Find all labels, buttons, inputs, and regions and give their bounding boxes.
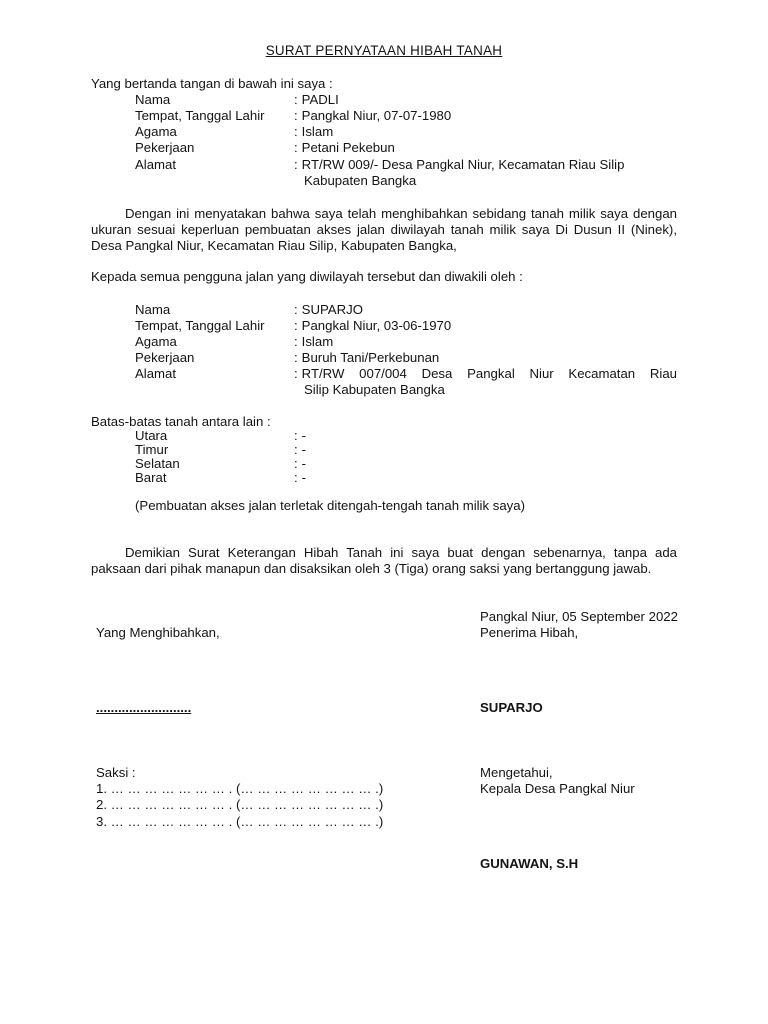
receiver-name-label: Nama — [135, 302, 171, 317]
giver-job-value: : Petani Pekebun — [294, 140, 395, 155]
giver-name-label: Nama — [135, 92, 171, 107]
giver-address-label: Alamat — [135, 157, 177, 172]
giver-signature-line: .......................... — [96, 700, 192, 715]
witness-title: Saksi : — [96, 765, 136, 780]
intro-text: Yang bertanda tangan di bawah ini saya : — [91, 76, 333, 91]
acknowledge-label: Mengetahui, — [480, 765, 553, 780]
giver-address-value: : RT/RW 009/- Desa Pangkal Niur, Kecamatan Riau Silip — [294, 157, 625, 172]
border-west-value: : - — [294, 470, 307, 485]
border-east-value: : - — [294, 442, 307, 457]
border-west-label: Barat — [135, 470, 167, 485]
border-east-label: Timur — [135, 442, 169, 457]
receiver-birth-label: Tempat, Tanggal Lahir — [135, 318, 265, 333]
closing-paragraph: Demikian Surat Keterangan Hibah Tanah ini saya buat dengan sebenarnya, tanpa ada paksaan dari pihak manapun dan disaksikan oleh 3 (Tiga) orang saksi yang bertanggung jawab. — [91, 545, 677, 576]
giver-religion-label: Agama — [135, 124, 177, 139]
witness-line-1: 1. … … … … … … … . (… … … … … … … … .) — [96, 781, 384, 796]
village-head-title: Kepala Desa Pangkal Niur — [480, 781, 635, 796]
receiver-signature-name: SUPARJO — [480, 700, 543, 715]
border-south-label: Selatan — [135, 456, 180, 471]
receiver-religion-value: : Islam — [294, 334, 334, 349]
document-title: SURAT PERNYATAAN HIBAH TANAH — [265, 43, 503, 58]
giver-title: Yang Menghibahkan, — [96, 625, 220, 640]
access-note: (Pembuatan akses jalan terletak ditengah-tengah tanah milik saya) — [135, 498, 525, 513]
border-south-value: : - — [294, 456, 307, 471]
receiver-religion-label: Agama — [135, 334, 177, 349]
receiver-title: Penerima Hibah, — [480, 625, 579, 640]
receiver-job-label: Pekerjaan — [135, 350, 195, 365]
receiver-name-value: : SUPARJO — [294, 302, 363, 317]
borders-intro: Batas-batas tanah antara lain : — [91, 414, 271, 429]
giver-name-value: : PADLI — [294, 92, 339, 107]
giver-job-label: Pekerjaan — [135, 140, 195, 155]
giver-religion-value: : Islam — [294, 124, 334, 139]
witness-line-2: 2. … … … … … … … . (… … … … … … … … .) — [96, 797, 384, 812]
receiver-address-value-line2: Silip Kabupaten Bangka — [304, 382, 445, 397]
village-head-name: GUNAWAN, S.H — [480, 856, 579, 871]
witness-line-3: 3. … … … … … … … . (… … … … … … … … .) — [96, 814, 384, 829]
receiver-address-label: Alamat — [135, 366, 177, 381]
represented-text: Kepada semua pengguna jalan yang diwilayah tersebut dan diwakili oleh : — [91, 269, 523, 284]
giver-birth-value: : Pangkal Niur, 07-07-1980 — [294, 108, 452, 123]
border-north-label: Utara — [135, 428, 168, 443]
giver-address-value-line2: Kabupaten Bangka — [304, 173, 417, 188]
border-north-value: : - — [294, 428, 307, 443]
statement-paragraph: Dengan ini menyatakan bahwa saya telah menghibahkan sebidang tanah milik saya dengan ukuran sesuai keperluan pembuatan akses jalan diwilayah tanah milik saya Di Dusun II (Ninek), Desa Pangkal Niur, Kecamatan Riau Silip, Kabupaten Bangka, — [91, 206, 677, 253]
receiver-job-value: : Buruh Tani/Perkebunan — [294, 350, 440, 365]
giver-birth-label: Tempat, Tanggal Lahir — [135, 108, 265, 123]
receiver-address-value: : RT/RW 007/004 Desa Pangkal Niur Kecamatan Riau — [294, 366, 677, 381]
receiver-birth-value: : Pangkal Niur, 03-06-1970 — [294, 318, 452, 333]
place-date: Pangkal Niur, 05 September 2022 — [480, 609, 678, 624]
